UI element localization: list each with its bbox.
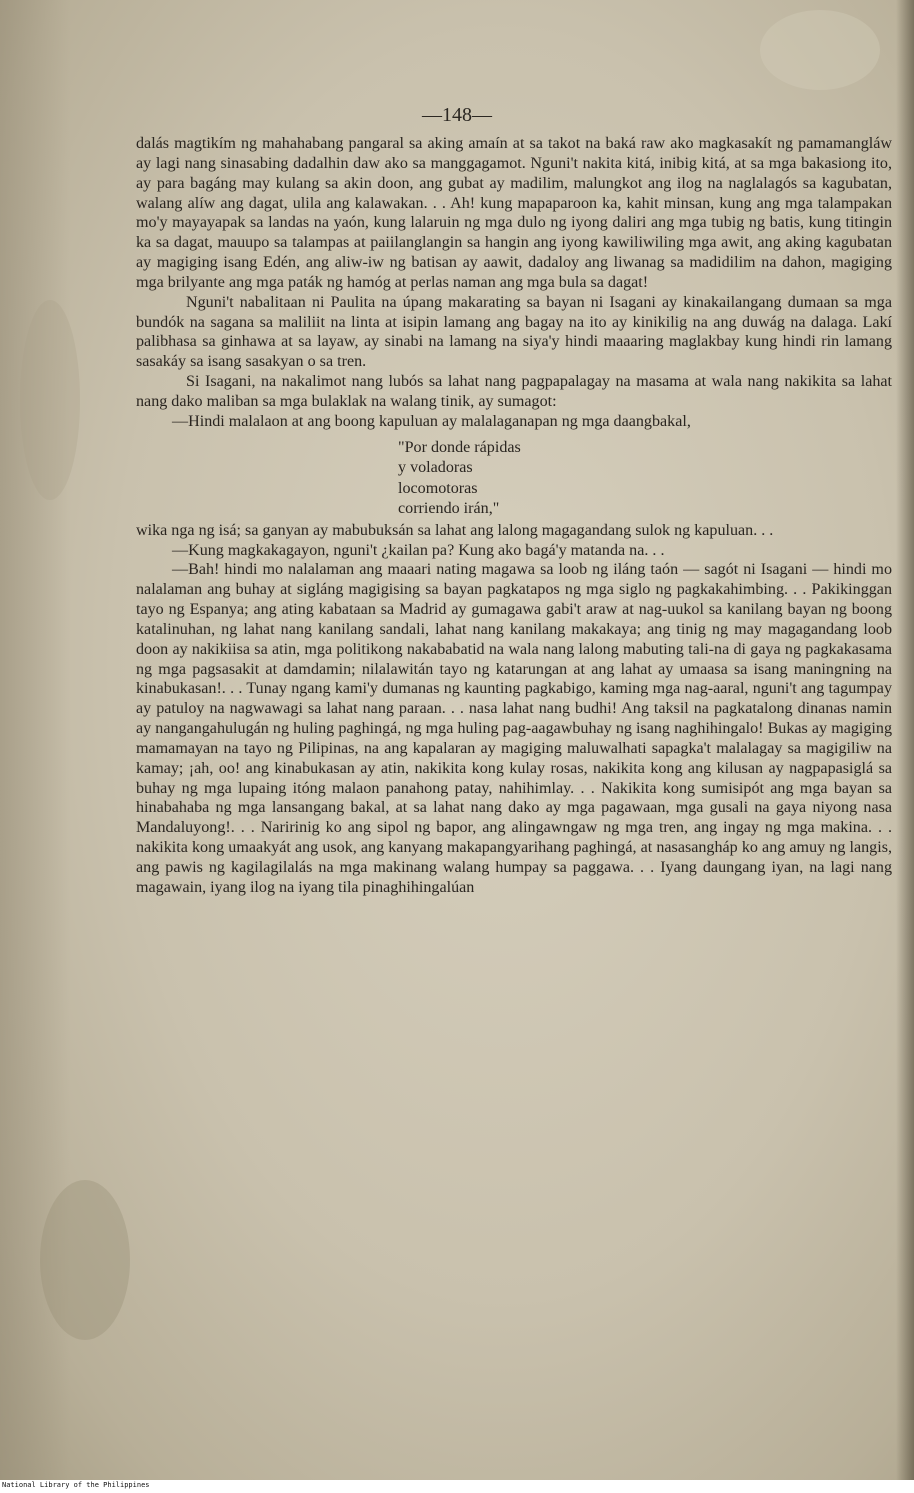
poem-line: "Por donde rápidas xyxy=(398,438,521,456)
paper-stain xyxy=(760,10,880,90)
paragraph-continued: wika nga ng isá; sa ganyan ay mabubuksán sa lahat ang lalong magagandang sulok ng kapuluan. . . xyxy=(136,521,774,539)
poem-quote xyxy=(398,438,892,520)
footer-credit: National Library of the Philippines xyxy=(2,1481,150,1489)
paper-stain xyxy=(20,300,80,500)
poem-line: corriendo irán," xyxy=(398,500,500,518)
paper-stain xyxy=(40,1180,130,1340)
dialogue-paragraph: —Hindi malalaon at ang boong kapuluan ay malalaganapan ng mga daangbakal, xyxy=(172,412,691,430)
body-text xyxy=(136,134,892,898)
page-number: —148— xyxy=(422,104,492,126)
paragraph: Si Isagani, na nakalimot nang lubós sa lahat nang pagpapalagay na masama at wala nang nakikita sa lahat nang dako maliban sa mga bulaklak na walang tinik, ay sumagot: xyxy=(136,373,892,410)
dialogue-paragraph: —Kung magkakagayon, nguni't ¿kailan pa? Kung ako bagá'y matanda na. . . xyxy=(172,541,665,559)
paragraph: Nguni't nabalitaan ni Paulita na úpang makarating sa bayan ni Isagani ay kinakailangang dumaan sa mga bundók na sagana sa maliliit na linta at isipin lamang ang bagay na ito ay kinikilig na ang duwág na dalaga. Lakí palibhasa sa ginhawa at sa layaw, ay sinabi na lamang na siya'y hindi maaaring maglakbay kung hindi rin lamang sasakáy sa isang sasakyan o sa tren. xyxy=(136,293,892,371)
poem-line: locomotoras xyxy=(398,479,478,497)
paragraph-continued: dalás magtikím ng mahahabang pangaral sa aking amaín at sa takot na baká raw ako magkasakít ng pamamangláw ay lagi nang sinasabing dadalhin daw ako sa manggagamot. Nguni't nakita kitá, inibig kitá, at sa mga bakasiong ito, ay para bagáng may kulang sa akin doon, ang gubat ay madilim, malungkot ang ilog na naglalagós sa kagubatan, walang alíw ang dagat, ulila ang kalawakan. . . Ah! kung mapaparoon ka, kahit minsan, kung ang mga talampakan mo'y mayayapak sa landas na yaón, kung lalaruin ng mga dulo ng iyong daliri ang mga tubig ng batis, kung titingin ka sa dagat, mauupo sa talampas at paiilanglangin sa hangin ang iyong kawiliwiling mga awit, ang aking kagubatan ay magiging isang Edén, ang aliw-iw ng batisan ay aawit, dadaloy ang liwanag sa madidilim na dahon, magiging mga brilyante ang mga paták ng hamóg at perlas naman ang mga bula sa dagat! xyxy=(136,135,892,291)
dialogue-paragraph: —Bah! hindi mo nalalaman ang maaari nating magawa sa loob ng iláng taón — sagót ni Isagani — hindi mo nalalaman ang buhay at sigláng magigising sa bayan pagkatapos ng mga siglo ng pagkakahimbing. . . Pakikinggan tayo ng Espanya; ang ating kabataan sa Madrid ay gumagawa gabi't araw at nag-uukol sa kanilang bayan ng boong katalinuhan, ng lahat nang kanilang sandali, lahat nang kanilang makakaya; ang tinig ng may magagandang loob doon ay nakikiisa sa atin, mga politikong nakababatid na wala nang lalong mabuting tali-na di gaya ng pagkakasama ng mga pagsasakit at damdamin; nilalawitán tayo ng katarungan at ang lahat ay umaasa sa isang maningning na kinabukasan!. . . Tunay ngang kami'y dumanas ng kaunting pagkabigo, kaming mga nag-aaral, nguni't ang tagumpay ay patuloy na nagwawagi sa lahat nang paraan. . . nasa lahat nang budhi! Ang taksil na pagkatalong dinanas namin ay nangangahulugán ng huling paghingá, ng mga huling pag-aagawbuhay ng isang naghihingalo! Bukas ay magiging mamamayan na tayo ng Pilipinas, na ang kapalaran ay magiging maluwalhati sapagka't malalagay sa magigiliw na kamay; ¡ah, oo! ang kinabukasan ay atin, nakikita kong kulay rosas, nakikita kong ang kilusan ay nagpapasiglá sa buhay ng mga lupaing itóng malaon panahong patay, nahihimlay. . . Nakikita kong sumisipót ang mga bayan sa hinabahaba ng mga lansangang bakal, at sa lahat nang dako ay mga pagawaan, mga gusali na gaya niyong nasa Mandaluyong!. . . Naririnig ko ang sipol ng bapor, ang alingawngaw ng mga tren, ang ingay ng mga makina. . . nakikita kong umaakyát ang usok, ang kanyang makapangyarihang paghingá, at nasasangháp ko ang amuy ng langis, ang pawis ng kagilagilalás na mga makinang walang humpay sa paggawa. . . Iyang daungang iyan, na lagi nang magawain, iyang ilog na iyang tila pinaghihingalúan xyxy=(136,561,892,896)
poem-line: y voladoras xyxy=(398,459,473,477)
page-right-shadow xyxy=(896,0,914,1480)
